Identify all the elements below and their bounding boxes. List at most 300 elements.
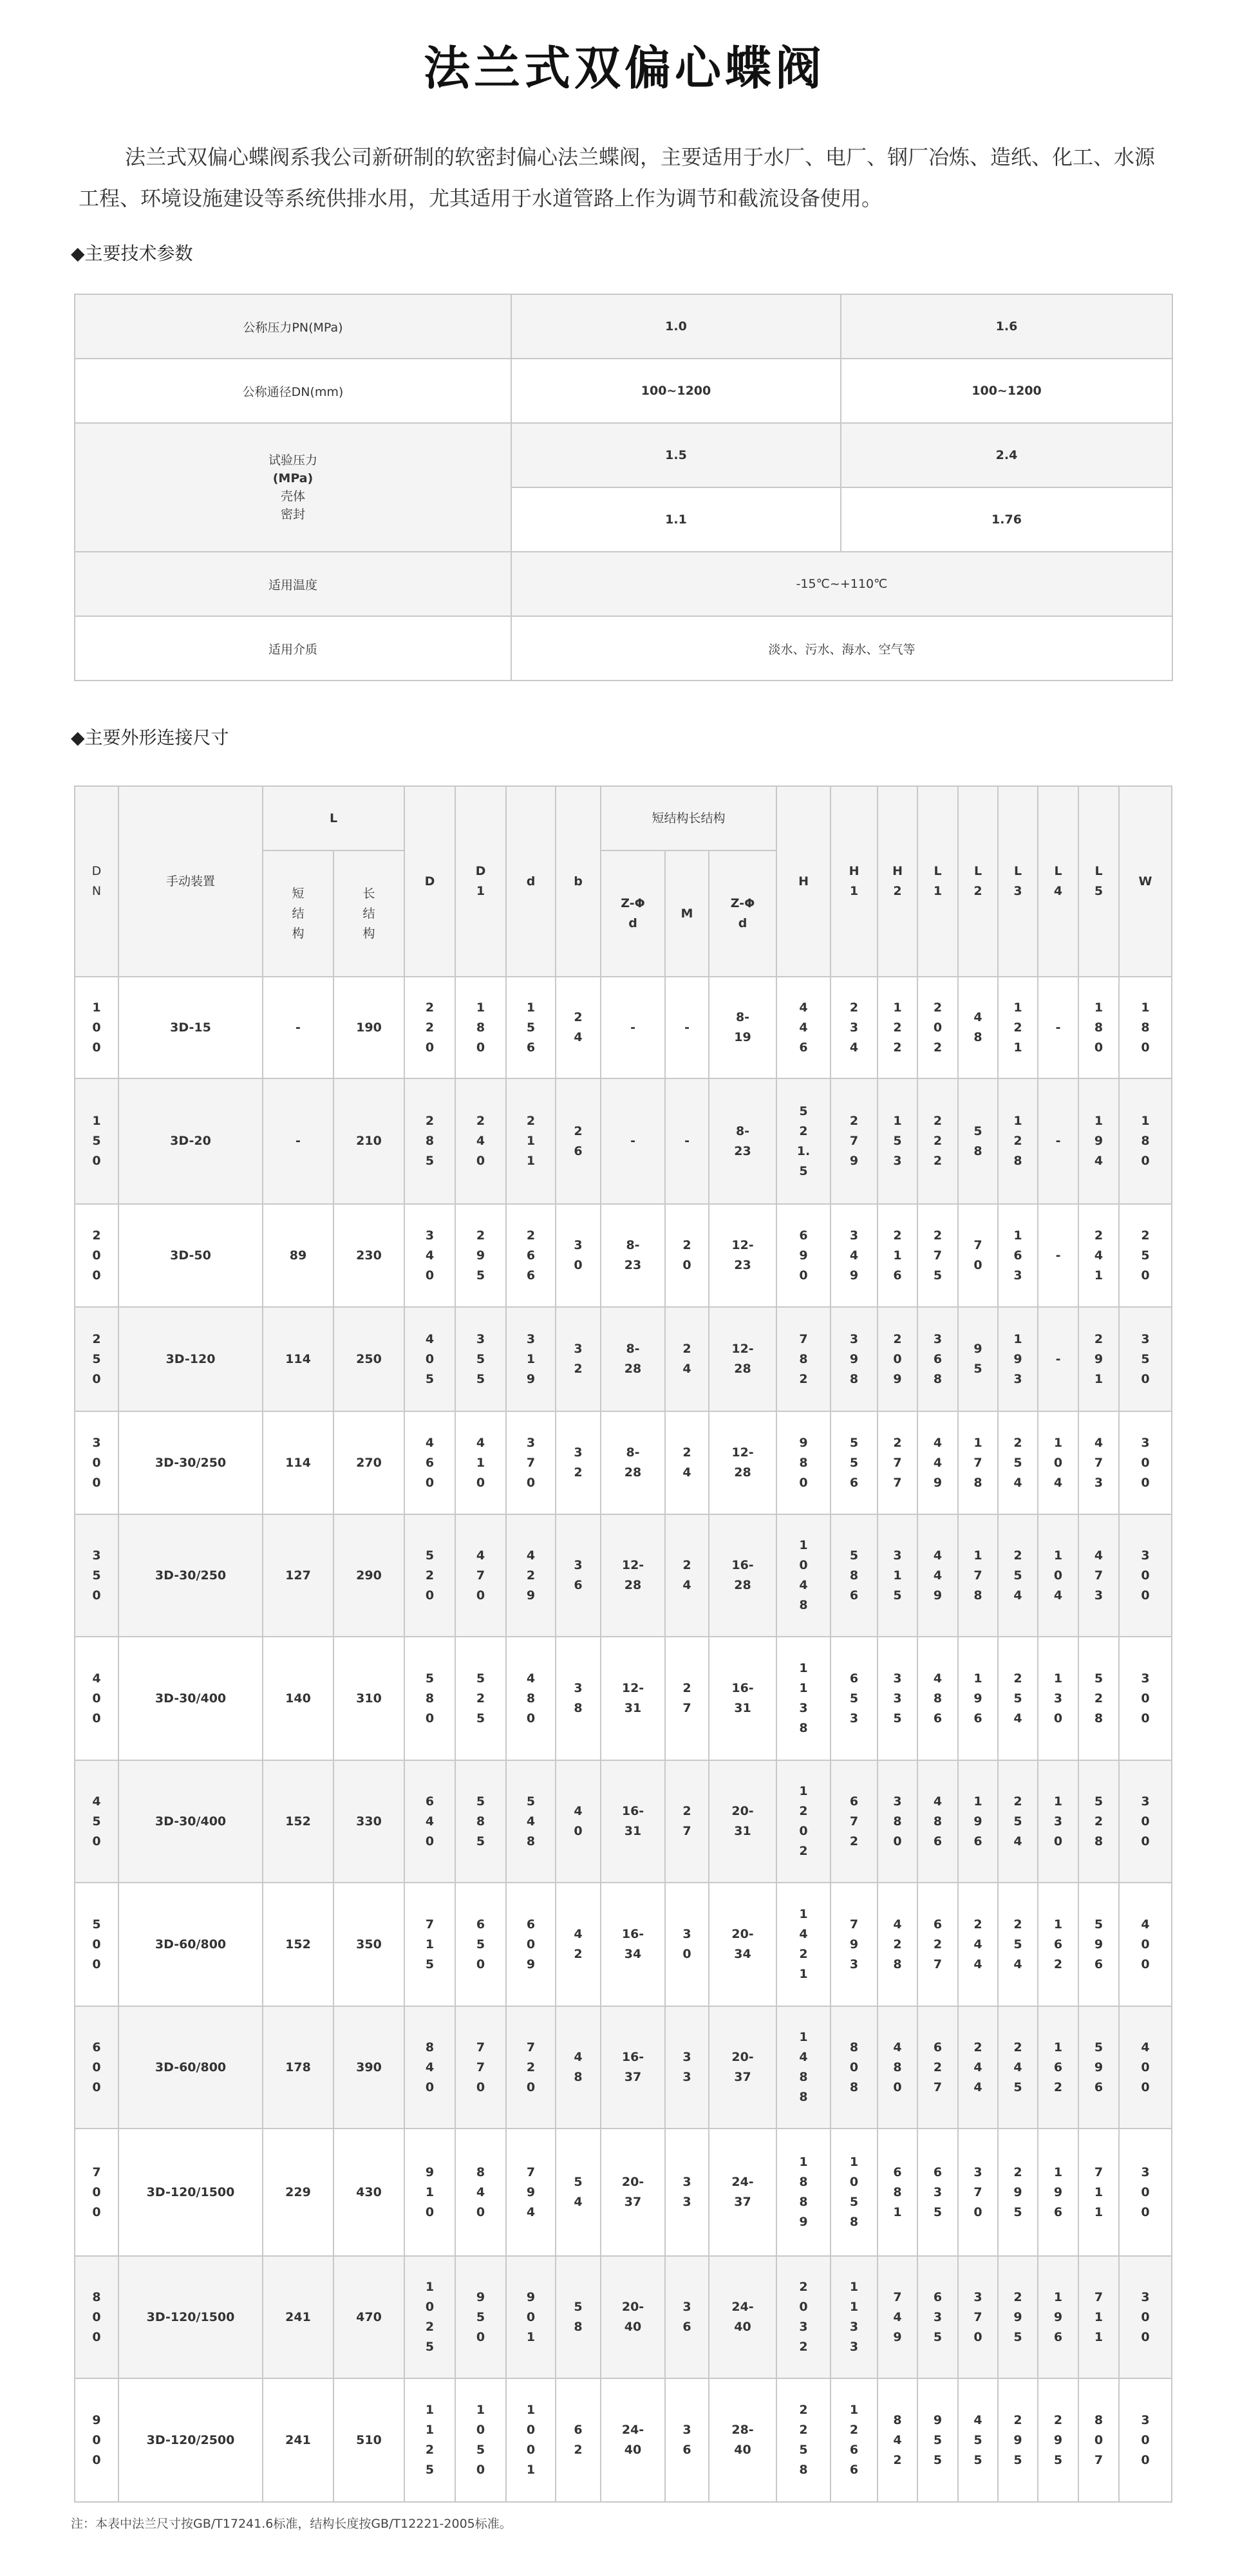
tech-test-label-line: (MPa) [272, 471, 314, 485]
dim-cell-text: 32 [574, 1445, 583, 1480]
dim-cell-h [776, 1883, 831, 2006]
dim-cell-l5 [1078, 1411, 1119, 1514]
dim-cell-l1 [917, 1637, 958, 1760]
dim-cell-l3 [998, 1760, 1038, 1883]
dim-cell-text: 449 [933, 1548, 943, 1603]
dim-cell-l5 [1078, 2378, 1119, 2502]
dim-cell-d1 [455, 1204, 506, 1307]
dim-cell-manual: 3D-60/800 [118, 2006, 263, 2129]
dim-cell-text: 410 [476, 1435, 485, 1490]
dim-header-text: L5 [1094, 864, 1103, 898]
dim-cell-ls: 140 [263, 1637, 333, 1760]
table-row [75, 1204, 1172, 1307]
dim-cell-d1 [455, 1760, 506, 1883]
dim-cell-text: 1001 [526, 2403, 536, 2477]
dim-cell-h1 [831, 1760, 878, 1883]
section-dims-label: ◆主要外形连接尺寸 [71, 727, 229, 748]
dim-cell-z2 [709, 2129, 776, 2256]
dim-header-L-long [333, 851, 404, 977]
dim-header-M: M [665, 851, 709, 977]
dim-cell-d [506, 1637, 556, 1760]
dim-cell-dn [75, 2378, 118, 2502]
dim-header-text: L4 [1053, 864, 1063, 898]
dim-cell-h1 [831, 2256, 878, 2378]
dim-cell-z1: - [601, 1078, 665, 1204]
dim-cell-h [776, 2129, 831, 2256]
dim-cell-ls: - [263, 977, 333, 1078]
dim-cell-b [556, 2006, 601, 2129]
dim-cell-text: 196 [973, 1794, 982, 1848]
dim-cell-text: 62 [574, 2423, 583, 2457]
dim-cell-text: 16- 37 [621, 2050, 644, 2084]
dim-cell-w [1119, 2129, 1172, 2256]
dim-cell-text: 254 [1013, 1917, 1022, 1971]
dim-cell-text: 400 [1141, 1917, 1150, 1971]
dim-cell-h1 [831, 1307, 878, 1411]
dim-cell-l1 [917, 2256, 958, 2378]
dim-cell-z2 [709, 1637, 776, 1760]
dim-cell-d [404, 1204, 455, 1307]
dim-cell-h2 [878, 2006, 917, 2129]
dim-cell-b [556, 2256, 601, 2378]
dim-cell-text: 370 [526, 1435, 536, 1490]
dim-cell-text: 528 [1094, 1794, 1103, 1848]
dim-cell-text: 28- 40 [731, 2423, 754, 2457]
dim-cell-d [506, 977, 556, 1078]
dim-cell-text: 216 [893, 1228, 902, 1283]
dim-cell-text: 711 [1094, 2165, 1103, 2219]
dim-cell-l1 [917, 1307, 958, 1411]
dim-cell-text: 300 [1141, 1794, 1150, 1848]
dim-cell-z2 [709, 977, 776, 1078]
dim-cell-text: 16- 28 [731, 1558, 754, 1592]
dim-cell-w [1119, 2256, 1172, 2378]
tech-row-pressure [75, 294, 1172, 359]
dim-cell-m [665, 2256, 709, 2378]
dim-cell-ll: 390 [333, 2006, 404, 2129]
dim-cell-w [1119, 1204, 1172, 1307]
dim-cell-text: 153 [893, 1114, 902, 1168]
dim-cell-b [556, 1883, 601, 2006]
dim-cell-text: 12- 28 [731, 1342, 754, 1376]
dim-cell-text: 122 [893, 1000, 902, 1055]
dim-cell-text: 400 [92, 1671, 101, 1725]
dim-cell-text: 635 [933, 2165, 943, 2219]
dim-cell-text: 27 [682, 1804, 691, 1838]
dim-header-text: H2 [892, 864, 903, 898]
dim-cell-text: 1889 [799, 2155, 808, 2229]
dim-cell-text: 700 [92, 2165, 101, 2219]
dim-cell-text: 54 [574, 2175, 583, 2209]
dim-cell-text: 295 [476, 1228, 485, 1283]
dim-cell-dn [75, 2256, 118, 2378]
dim-cell-text: 370 [973, 2289, 982, 2344]
dim-cell-z1 [601, 2378, 665, 2502]
dim-cell-text: 234 [849, 1000, 859, 1055]
dim-cell-text: 690 [799, 1228, 808, 1283]
dim-cell-l2 [958, 1307, 998, 1411]
dim-cell-text: 277 [893, 1435, 902, 1490]
dim-cell-text: 349 [849, 1228, 859, 1283]
dim-cell-text: 980 [799, 1435, 808, 1490]
dim-cell-dn [75, 1760, 118, 1883]
dim-header-H: H [776, 786, 831, 977]
dim-cell-ls: 152 [263, 1760, 333, 1883]
dim-cell-text: 104 [1053, 1548, 1063, 1603]
dim-cell-text: 470 [476, 1548, 485, 1603]
dim-header-text: L2 [973, 864, 982, 898]
dim-cell-text: 40 [574, 1804, 583, 1838]
dim-cell-text: 807 [1094, 2412, 1103, 2467]
dim-header-text: L1 [933, 864, 943, 898]
dim-cell-text: 840 [476, 2165, 485, 2219]
dim-cell-w [1119, 1883, 1172, 2006]
dim-cell-text: 910 [425, 2165, 435, 2219]
dim-cell-text: 222 [933, 1114, 943, 1168]
dim-header-text: H1 [849, 864, 859, 898]
dim-cell-l1 [917, 1883, 958, 2006]
dim-cell-dn [75, 2129, 118, 2256]
dim-cell-d [404, 1307, 455, 1411]
dim-header-L1 [917, 786, 958, 977]
dim-cell-b [556, 2378, 601, 2502]
dim-cell-text: 254 [1013, 1794, 1022, 1848]
dim-cell-text: 300 [1141, 2412, 1150, 2467]
dim-cell-z1 [601, 1883, 665, 2006]
dim-cell-d [404, 2378, 455, 2502]
dim-cell-l4 [1038, 2006, 1078, 2129]
dim-header-text: 短结构 [292, 886, 305, 941]
dim-cell-h2 [878, 1514, 917, 1637]
dim-cell-text: 48 [574, 2050, 583, 2084]
tech-temp-label: 适用温度 [75, 552, 511, 616]
dim-cell-text: 520 [425, 1548, 435, 1603]
dim-header-H2 [878, 786, 917, 977]
dim-cell-text: 350 [1141, 1331, 1150, 1386]
dim-cell-dn [75, 1078, 118, 1204]
section-tech-params [71, 240, 193, 265]
dim-cell-dn [75, 1637, 118, 1760]
dim-cell-ls: - [263, 1078, 333, 1204]
dim-cell-b [556, 1204, 601, 1307]
dim-cell-h1 [831, 2378, 878, 2502]
dim-cell-text: 33 [682, 2050, 691, 2084]
dim-cell-h [776, 1637, 831, 1760]
dim-cell-l2 [958, 1078, 998, 1204]
dim-cell-text: 300 [1141, 1435, 1150, 1490]
dim-cell-text: 38 [574, 1681, 583, 1715]
dim-cell-b [556, 2129, 601, 2256]
dim-cell-text: 24 [682, 1342, 691, 1376]
dim-cell-h1 [831, 2129, 878, 2256]
dim-cell-l4 [1038, 1514, 1078, 1637]
dim-cell-text: 596 [1094, 1917, 1103, 1971]
table-row [75, 2006, 1172, 2129]
dim-cell-text: 428 [893, 1917, 902, 1971]
dim-cell-text: 681 [893, 2165, 902, 2219]
dim-cell-text: 715 [425, 1917, 435, 1971]
dim-cell-text: 1488 [799, 2030, 808, 2104]
dim-cell-text: 20- 40 [621, 2300, 644, 2334]
dim-cell-text: 398 [849, 1331, 859, 1386]
dim-cell-text: 8- 19 [734, 1010, 751, 1044]
dim-cell-d [506, 1760, 556, 1883]
dim-cell-h [776, 1760, 831, 1883]
dim-cell-l2 [958, 977, 998, 1078]
dim-cell-text: 285 [425, 1114, 435, 1168]
dim-cell-z2 [709, 1760, 776, 1883]
dim-cell-ll: 230 [333, 1204, 404, 1307]
dim-cell-l4: - [1038, 1307, 1078, 1411]
dim-cell-z1 [601, 2256, 665, 2378]
dim-cell-m [665, 2129, 709, 2256]
dim-cell-w [1119, 1760, 1172, 1883]
dim-cell-d [404, 1514, 455, 1637]
dim-cell-l1 [917, 1204, 958, 1307]
tech-test-label-line: 试验压力 [268, 453, 317, 467]
tech-diameter-value: 100~1200 [511, 359, 841, 423]
dim-cell-h [776, 2006, 831, 2129]
dim-cell-dn [75, 977, 118, 1078]
dim-cell-text: 586 [849, 1548, 859, 1603]
dim-cell-dn [75, 1307, 118, 1411]
dim-cell-ls: 178 [263, 2006, 333, 2129]
dim-cell-l4 [1038, 1411, 1078, 1514]
dim-cell-text: 266 [526, 1228, 536, 1283]
dim-cell-w [1119, 2006, 1172, 2129]
dim-cell-l3 [998, 1637, 1038, 1760]
tech-seal-value: 1.1 [511, 487, 841, 552]
dim-cell-text: 241 [1094, 1228, 1103, 1283]
dim-cell-h [776, 2256, 831, 2378]
dim-cell-d [506, 1307, 556, 1411]
dim-cell-text: 254 [1013, 1548, 1022, 1603]
dim-cell-text: 24 [682, 1445, 691, 1480]
dim-cell-text: 16- 31 [731, 1681, 754, 1715]
tech-test-label-line: 壳体 [280, 489, 305, 503]
dim-cell-d [506, 1411, 556, 1514]
dim-cell-l2 [958, 1637, 998, 1760]
dim-cell-d1 [455, 2256, 506, 2378]
dim-cell-ll: 250 [333, 1307, 404, 1411]
dim-cell-b [556, 1637, 601, 1760]
dim-cell-text: 580 [425, 1671, 435, 1725]
dim-cell-text: 429 [526, 1548, 536, 1603]
dim-cell-h2 [878, 1078, 917, 1204]
dim-cell-text: 130 [1053, 1671, 1063, 1725]
dim-cell-ll: 510 [333, 2378, 404, 2502]
table-row [75, 977, 1172, 1078]
table-row [75, 1883, 1172, 2006]
dim-cell-l5 [1078, 1883, 1119, 2006]
dim-cell-z2 [709, 1204, 776, 1307]
dim-cell-m [665, 2378, 709, 2502]
dim-cell-m [665, 1307, 709, 1411]
dim-cell-text: 1125 [425, 2403, 435, 2477]
dim-cell-text: 128 [1013, 1114, 1022, 1168]
dim-cell-m [665, 1637, 709, 1760]
dim-cell-text: 121 [1013, 1000, 1022, 1055]
dim-cell-text: 8- 28 [624, 1342, 642, 1376]
dim-cell-dn [75, 1514, 118, 1637]
dim-header-L: L [263, 786, 404, 851]
dim-cell-text: 640 [425, 1794, 435, 1848]
dim-cell-manual: 3D-30/400 [118, 1760, 263, 1883]
dim-cell-manual: 3D-30/250 [118, 1411, 263, 1514]
dim-cell-text: 1202 [799, 1784, 808, 1858]
dim-cell-text: 70 [973, 1238, 982, 1272]
dim-cell-text: 180 [1141, 1114, 1150, 1168]
dim-header-L4 [1038, 786, 1078, 977]
dim-cell-l4 [1038, 1637, 1078, 1760]
dim-cell-text: 770 [476, 2040, 485, 2094]
dim-cell-manual: 3D-120 [118, 1307, 263, 1411]
dim-cell-d1 [455, 977, 506, 1078]
dim-cell-text: 900 [92, 2412, 101, 2467]
dim-cell-b [556, 977, 601, 1078]
dim-cell-text: 295 [1013, 2289, 1022, 2344]
table-row [75, 1637, 1172, 1760]
dim-cell-z2 [709, 1514, 776, 1637]
dim-cell-h [776, 977, 831, 1078]
dim-cell-text: 30 [682, 1927, 691, 1961]
dim-cell-ls: 114 [263, 1411, 333, 1514]
dim-header-text: L3 [1013, 864, 1022, 898]
dim-cell-l4 [1038, 2129, 1078, 2256]
dim-cell-text: 486 [933, 1671, 943, 1725]
dim-cell-l3 [998, 2129, 1038, 2256]
dim-header-dn [75, 786, 118, 977]
dim-cell-h1 [831, 1883, 878, 2006]
dim-header-manual: 手动装置 [118, 786, 263, 977]
dim-cell-l3 [998, 1078, 1038, 1204]
dim-cell-l3 [998, 977, 1038, 1078]
dimensions-table [74, 785, 1172, 2503]
dim-cell-l2 [958, 1204, 998, 1307]
dimensions-table-body [75, 786, 1172, 2502]
dim-cell-l5 [1078, 2006, 1119, 2129]
dim-cell-h2 [878, 1204, 917, 1307]
dim-cell-d [404, 2256, 455, 2378]
dim-cell-text: 460 [425, 1435, 435, 1490]
dim-header-text: Z-Φd [730, 896, 755, 930]
dim-cell-d [506, 1078, 556, 1204]
dim-cell-l1 [917, 1078, 958, 1204]
dim-cell-text: 32 [574, 1342, 583, 1376]
tech-diameter-value: 100~1200 [841, 359, 1172, 423]
dim-cell-text: 100 [92, 1000, 101, 1055]
dim-header-L3 [998, 786, 1038, 977]
dim-cell-text: 556 [849, 1435, 859, 1490]
tech-test-label-line: 密封 [280, 507, 305, 522]
dim-cell-text: 1058 [849, 2155, 859, 2229]
dim-cell-text: 26 [574, 1123, 583, 1158]
dim-cell-text: 250 [92, 1331, 101, 1386]
dim-cell-ll: 190 [333, 977, 404, 1078]
dim-cell-text: 300 [1141, 1671, 1150, 1725]
dim-cell-text: 16- 31 [621, 1804, 644, 1838]
dim-cell-l2 [958, 2378, 998, 2502]
dim-cell-text: 473 [1094, 1435, 1103, 1490]
dim-cell-text: 295 [1013, 2165, 1022, 2219]
dim-cell-text: 300 [1141, 1548, 1150, 1603]
dim-cell-d [506, 1883, 556, 2006]
dim-cell-text: 193 [1013, 1331, 1022, 1386]
dim-cell-w [1119, 977, 1172, 1078]
dim-cell-text: 335 [893, 1671, 902, 1725]
dim-cell-text: 150 [92, 1114, 101, 1168]
dim-cell-l2 [958, 2129, 998, 2256]
dim-cell-w [1119, 1411, 1172, 1514]
dim-cell-d [404, 1637, 455, 1760]
dim-cell-text: 20- 34 [731, 1927, 754, 1961]
dim-cell-d1 [455, 2129, 506, 2256]
dim-cell-m [665, 1883, 709, 2006]
dim-cell-h2 [878, 1760, 917, 1883]
dim-cell-d [506, 2256, 556, 2378]
tech-row-medium [75, 616, 1172, 681]
dim-cell-l5 [1078, 1204, 1119, 1307]
dim-cell-text: 156 [526, 1000, 536, 1055]
dim-cell-text: 800 [92, 2289, 101, 2344]
dim-cell-text: 36 [682, 2423, 691, 2457]
dim-cell-text: 627 [933, 2040, 943, 2094]
dim-cell-text: 1133 [849, 2280, 859, 2354]
dim-cell-z1 [601, 1411, 665, 1514]
dim-cell-text: 450 [92, 1794, 101, 1848]
dim-cell-h [776, 1514, 831, 1637]
dim-cell-l3 [998, 1204, 1038, 1307]
table-row [75, 1411, 1172, 1514]
dim-cell-text: 380 [893, 1794, 902, 1848]
section-dimensions [71, 724, 229, 749]
dim-cell-text: 162 [1053, 2040, 1063, 2094]
dim-cell-d1 [455, 2006, 506, 2129]
dim-cell-text: 12- 31 [621, 1681, 644, 1715]
dim-cell-text: 548 [526, 1794, 536, 1848]
dim-cell-text: 653 [849, 1671, 859, 1725]
dim-cell-dn [75, 1204, 118, 1307]
dim-cell-text: 2032 [799, 2280, 808, 2354]
dim-cell-z2 [709, 2378, 776, 2502]
dim-cell-text: 711 [1094, 2289, 1103, 2344]
dim-cell-dn [75, 1411, 118, 1514]
dim-cell-d [506, 1204, 556, 1307]
dim-cell-text: 58 [973, 1123, 982, 1158]
dim-cell-text: 162 [1053, 1917, 1063, 1971]
dim-cell-l4: - [1038, 1078, 1078, 1204]
dim-header-text: D1 [475, 864, 486, 898]
dim-cell-text: 1421 [799, 1907, 808, 1981]
dim-cell-text: 42 [574, 1927, 583, 1961]
dim-cell-manual: 3D-120/2500 [118, 2378, 263, 2502]
dim-cell-m [665, 1760, 709, 1883]
dim-cell-text: 254 [1013, 1671, 1022, 1725]
dim-cell-text: 36 [574, 1558, 583, 1592]
dim-cell-text: 194 [1094, 1114, 1103, 1168]
dim-cell-d [506, 2129, 556, 2256]
dim-cell-d [404, 1411, 455, 1514]
dim-cell-h [776, 1307, 831, 1411]
dim-cell-manual: 3D-15 [118, 977, 263, 1078]
dim-cell-text: 250 [1141, 1228, 1150, 1283]
dim-cell-text: 254 [1013, 1435, 1022, 1490]
dim-cell-l1 [917, 1760, 958, 1883]
tech-diameter-label: 公称通径DN(mm) [75, 359, 511, 423]
dim-cell-text: 319 [526, 1331, 536, 1386]
dim-cell-text: 12- 28 [731, 1445, 754, 1480]
dim-cell-manual: 3D-30/250 [118, 1514, 263, 1637]
